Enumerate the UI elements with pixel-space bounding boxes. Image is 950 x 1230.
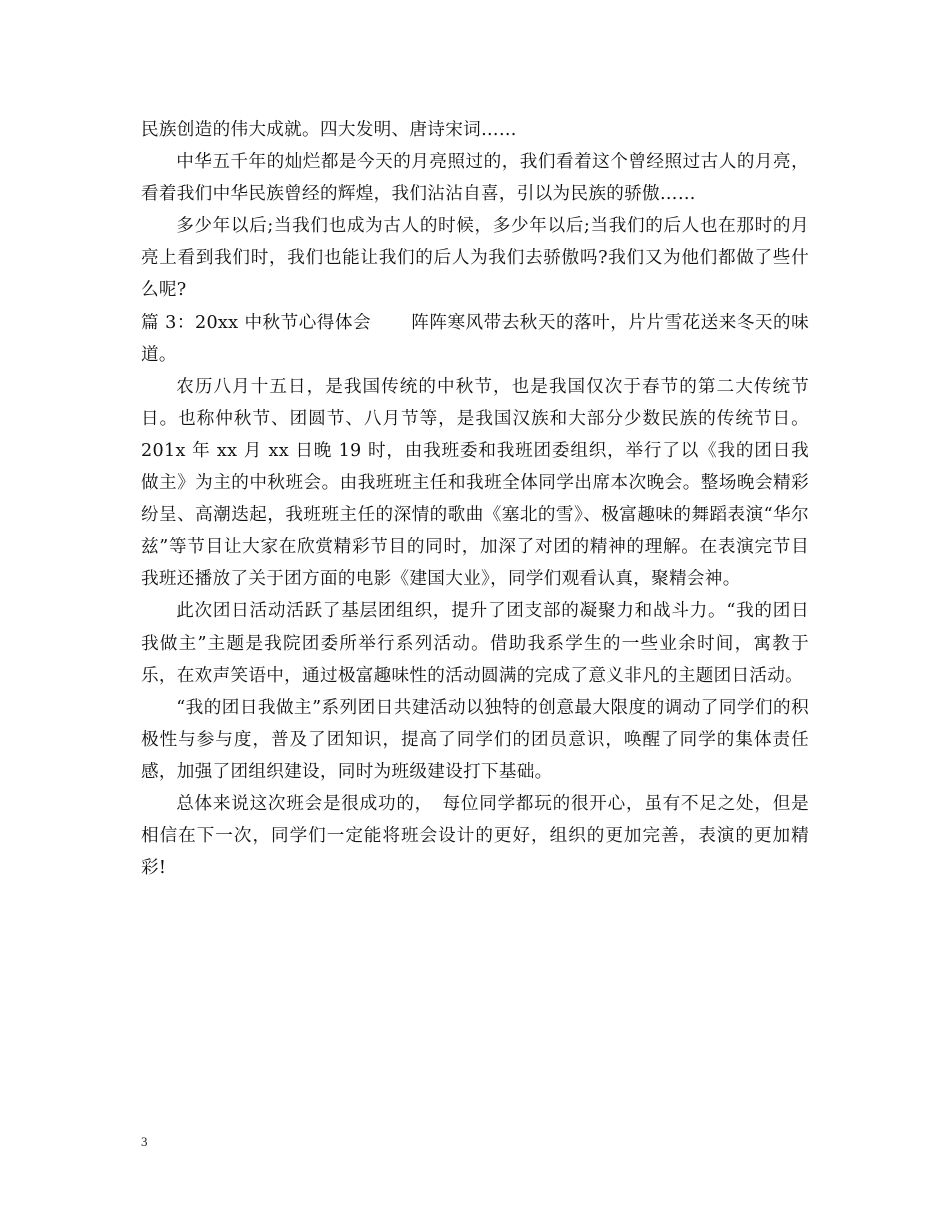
paragraph-mid-autumn-event: 农历八月十五日，是我国传统的中秋节，也是我国仅次于春节的第二大传统节日。也称仲秋节、团圆节、八月节等，是我国汉族和大部分少数民族的传统节日。201x 年 xx 月 xx 日晚 19 时，由我班委和我班团委组织，举行了以《我的团日我做主》为主的中秋班会。由我班班主任和我班全体同学出席本次晚会。整场晚会精彩纷呈、高潮迭起，我班班主任的深情的歌曲《塞北的雪》、极富趣味的舞蹈表演“华尔兹”等节目让大家在欣赏精彩节目的同时，加深了对团的精神的理解。在表演完节目我班还播放了关于团方面的电影《建国大业》，同学们观看认真，聚精会神。: [141, 376, 809, 590]
paragraph-summary: 总体来说这次班会是很成功的， 每位同学都玩的很开心，虽有不足之处，但是相信在下一次，同学们一定能将班会设计的更好，组织的更加完善，表演的更加精彩!: [141, 793, 809, 879]
section-heading: 篇 3：20xx 中秋节心得体会: [141, 312, 372, 333]
paragraph-league-activity: 此次团日活动活跃了基层团组织，提升了团支部的凝聚力和战斗力。“我的团日我做主”主题是我院团委所举行系列活动。借助我系学生的一些业余时间，寓教于乐，在欢声笑语中，通过极富趣味性的活动圆满的完成了意义非凡的主题团日活动。: [141, 601, 809, 686]
paragraph-continued: 民族创造的伟大成就。四大发明、唐诗宋词……: [141, 120, 517, 140]
page-number: 3: [141, 1134, 148, 1149]
section-lead: 阵阵寒风带去秋天的落叶，片片雪花送来冬天的味道。: [141, 312, 809, 365]
section-heading-line: [141, 307, 809, 371]
paragraph-moon-history: 中华五千年的灿烂都是今天的月亮照过的，我们看着这个曾经照过古人的月亮，看着我们中华民族曾经的辉煌，我们沾沾自喜，引以为民族的骄傲……: [141, 152, 809, 205]
document-body: [141, 114, 809, 884]
paragraph-co-building: “我的团日我做主”系列团日共建活动以独特的创意最大限度的调动了同学们的积极性与参与度，普及了团知识，提高了同学们的团员意识，唤醒了同学的集体责任感，加强了团组织建设，同时为班级建设打下基础。: [141, 697, 809, 782]
paragraph-future-question: 多少年以后;当我们也成为古人的时候，多少年以后;当我们的后人也在那时的月亮上看到我们时，我们也能让我们的后人为我们去骄傲吗?我们又为他们都做了些什么呢?: [141, 216, 809, 301]
